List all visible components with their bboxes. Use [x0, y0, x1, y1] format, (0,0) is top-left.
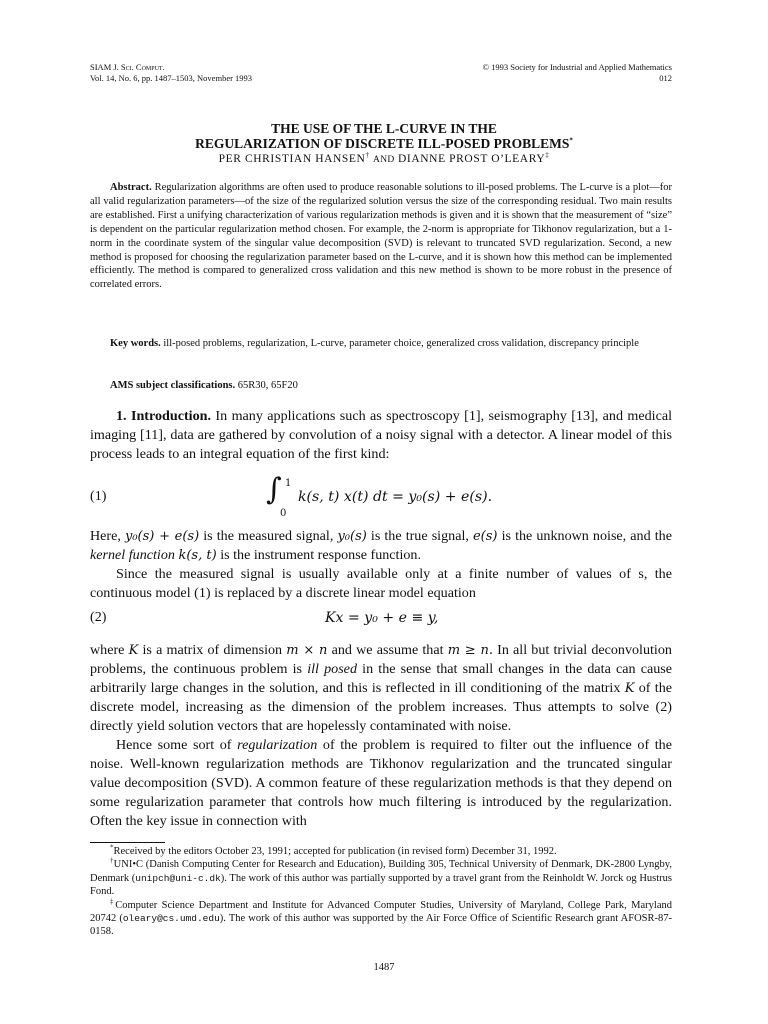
p4-math-2: m × n [286, 643, 328, 658]
abstract-text: Regularization algorithms are often used to produce reasonable solutions to ill-posed problems. The L-curve is a plot—for all valid regularization parameters—of the size of the regularized solution versus the size of the corresponding residual. Two main results are established. First a unifying characterization of various regularization methods is given and it is shown that the measurement of “size” is dependent on the particular regularization method chosen. For example, the 2-norm is appropriate for Tikhonov regularization, but a 1-norm in the coordinate system of the singular value decomposition (SVD) is relevant to truncated SVD regularization. Second, a new method is proposed for choosing the regularization parameter based on the L-curve, and it is shown how this method can be implemented efficiently. The method is compared to generalized cross validation and this new method is shown to be more robust in the presence of correlated errors. [90, 182, 673, 291]
p4-text-b: is a matrix of dimension [142, 642, 283, 658]
p4-math-1: K [128, 643, 139, 658]
footnote-3-text-b: ). The work of this author was supported by the Air Force Office of Scientific Research grant AFOSR-87-0158. [90, 913, 673, 938]
p5-regularization: regularization [237, 737, 318, 753]
p2-math-3: e(s) [472, 529, 498, 544]
footnote-2-text-a: UNI•C (Danish Computing Center for Research and Education), Building 305, Technical University of Denmark, DK-2800 Lyngby, Denmark ( [90, 859, 672, 884]
p4-math-3: m ≥ n. [447, 643, 493, 658]
keywords-label: Key words. [110, 338, 161, 349]
copyright-line: © 1993 Society for Industrial and Applied Mathematics [482, 62, 672, 72]
footnote-rule [90, 842, 165, 843]
equation-2-number: (2) [90, 609, 107, 625]
equation-1-number: (1) [90, 488, 107, 504]
p4-text-d: In all but trivial deconvolution problems, the continuous problem is [90, 642, 672, 677]
page-number: 1487 [373, 962, 395, 973]
p4-text-c: and we assume that [331, 642, 444, 658]
keywords [90, 337, 672, 351]
abstract [90, 181, 672, 292]
footnote-3-mark: ‡ [110, 897, 116, 906]
intro-text-1: In many applications such as spectroscopy [1], seismography [13], and medical imaging [11], data are gathered by convolution of a noisy signal with a detector. A linear model of this process leads to an integral equation of the first kind: [90, 408, 673, 462]
intro-paragraph-1 [90, 407, 672, 464]
equation-1-body: k(s, t) x(t) dt = y₀(s) + e(s). [298, 489, 493, 505]
footnote-2 [90, 858, 672, 898]
integral-upper-limit: 1 [285, 478, 292, 489]
footnote-2-text-b: ). The work of this author was partially supported by a travel grant from the Reinholdt W. Jorck og Hustrus Fond. [90, 872, 672, 898]
author-1: PER CHRISTIAN HANSEN [218, 153, 366, 165]
intro-paragraph-4 [90, 641, 672, 831]
p2-text-c: is the true signal, [370, 528, 469, 544]
article-code: 012 [659, 73, 672, 83]
ams-label: AMS subject classifications. [110, 380, 236, 391]
p2-math-1: y₀(s) + e(s) [125, 529, 200, 544]
p4-math-4: K [624, 681, 635, 696]
footnote-2-mark: † [110, 856, 114, 865]
volume-line: Vol. 14, No. 6, pp. 1487–1503, November 1993 [90, 73, 253, 83]
ams-text: 65R30, 65F20 [237, 380, 298, 391]
author-conjunction: AND [373, 155, 395, 165]
footnote-3-email: oleary@cs.umd.edu [122, 913, 220, 925]
p2-math-2: y₀(s) [337, 529, 367, 544]
footnote-1-text: Received by the editors October 23, 1991; accepted for publication (in revised form) December 31, 1992. [113, 846, 557, 857]
title-line-2: REGULARIZATION OF DISCRETE ILL-POSED PROBLEMS [195, 136, 570, 151]
footnote-3 [90, 899, 672, 939]
p2-kernel-function: kernel function [90, 547, 175, 563]
author-2-mark: ‡ [545, 151, 550, 160]
keywords-text: ill-posed problems, regularization, L-curve, parameter choice, generalized cross validation, discrepancy principle [163, 338, 639, 349]
p2-math-4: k(s, t) [178, 548, 217, 563]
footnote-1 [90, 845, 672, 858]
author-1-mark: † [365, 151, 370, 160]
p2-text-a: Here, [90, 528, 121, 544]
intro-paragraph-3: Since the measured signal is usually available only at a finite number of values of s, the continuous model (1) is replaced by a discrete linear model equation [90, 566, 672, 601]
journal-header [90, 62, 252, 84]
ams-classifications [110, 379, 298, 393]
journal-name: SIAM J. Sci. Comput. [90, 62, 165, 72]
paper-title [0, 121, 768, 151]
p4-text-e: in the sense that small changes in the data can cause arbitrarily large changes in the solution, and this is reflected in ill conditioning of the matrix [90, 661, 672, 696]
p2-text-e: is the instrument response function. [220, 547, 421, 563]
footnotes [90, 845, 672, 939]
author-line [0, 153, 768, 165]
footnote-3-text-a: Computer Science Department and Institute for Advanced Computer Studies, University of Maryland, College Park, Maryland 20742 ( [90, 899, 673, 925]
section-heading: 1. Introduction. [116, 408, 211, 424]
intro-paragraph-5 [90, 736, 672, 831]
p5-text-b: of the problem is required to filter out the influence of the noise. Well-known regularization methods are Tikhonov regularization and the truncated singular value decomposition (SVD). A common feature of these regularization methods is that they depend on some regularization parameter that controls how much filtering is introduced by the regularization. Often the key issue in connection with [90, 737, 672, 829]
abstract-label: Abstract. [110, 182, 152, 193]
copyright-header [483, 62, 672, 84]
p4-text-f: of the discrete model, increasing as the dimension of the problem increases. Thus attempts to solve (2) directly yield solution vectors that are hopelessly contaminated with noise. [90, 680, 673, 734]
equation-2-body: Kx = y₀ + e ≡ y, [325, 610, 439, 626]
p2-text-b: is the measured signal, [203, 528, 334, 544]
title-line-1: THE USE OF THE L-CURVE IN THE [271, 121, 497, 136]
p4-ill-posed: ill posed [307, 661, 357, 677]
footnote-2-email: unipch@uni-c.dk [135, 872, 221, 884]
integral-lower-limit: 0 [280, 508, 287, 519]
integral-sign: ∫ [266, 472, 282, 507]
title-footnote-mark: * [569, 136, 573, 145]
p4-text-a: where [90, 642, 125, 658]
p2-text-d: is the unknown noise, and the [501, 528, 672, 544]
p5-text-a: Hence some sort of [116, 737, 232, 753]
footnote-1-mark: * [110, 843, 114, 852]
author-2: DIANNE PROST O’LEARY [398, 153, 546, 165]
intro-paragraph-2 [90, 527, 672, 603]
